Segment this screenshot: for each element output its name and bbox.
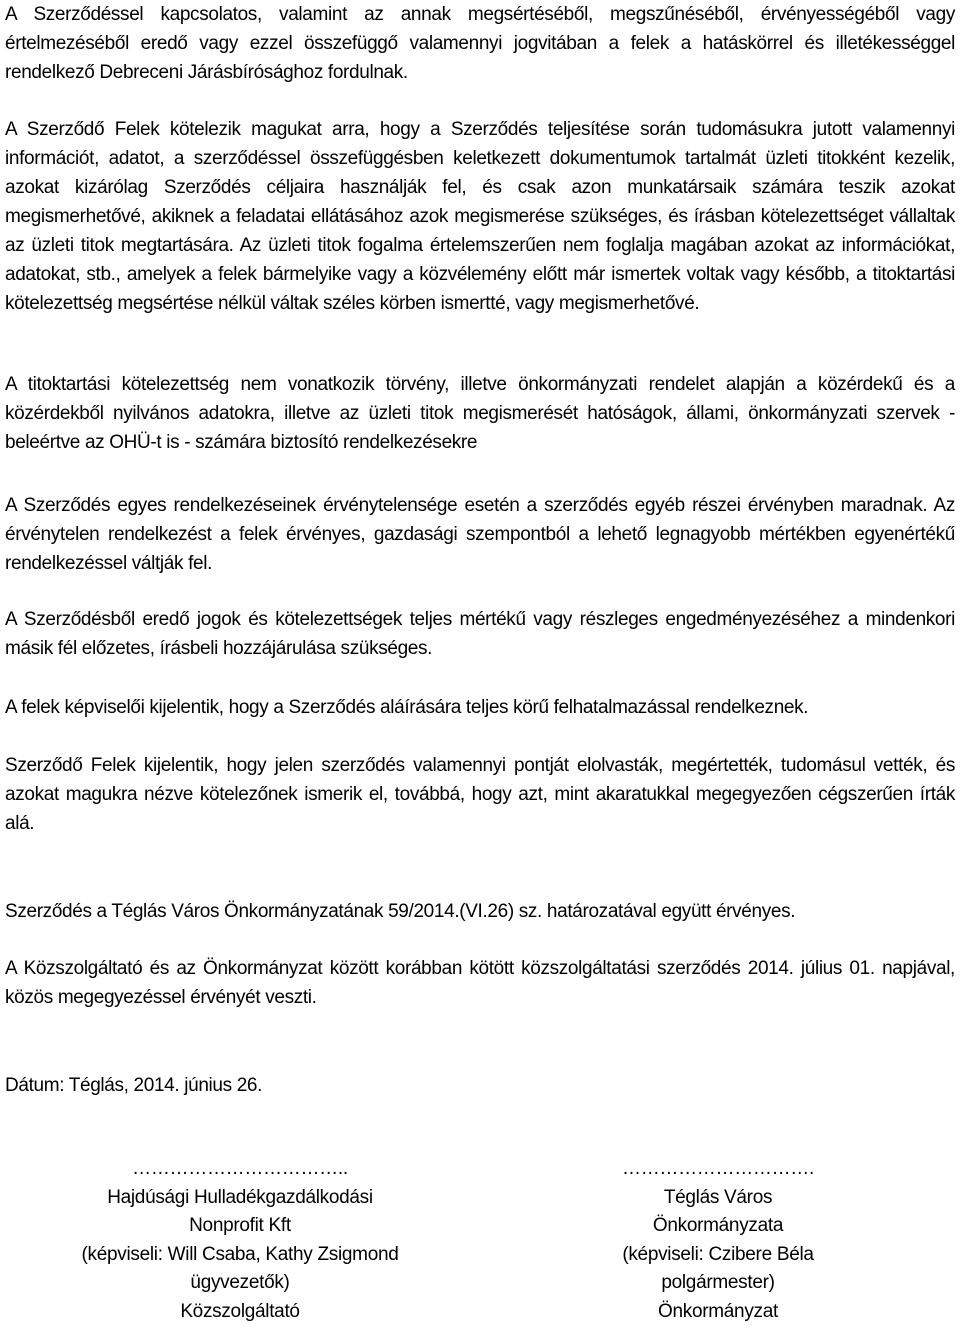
signatory-name-line-2: Önkormányzata	[652, 1215, 784, 1236]
signatory-representative: (képviseli: Will Csaba, Kathy Zsigmond	[81, 1243, 399, 1265]
signatory-role: Közszolgáltató	[180, 1300, 300, 1322]
signatory-representative: (képviseli: Czibere Béla	[622, 1243, 814, 1265]
signatory-name-line-1: Téglás Város	[663, 1186, 773, 1208]
paragraph-jurisdiction: A Szerződéssel kapcsolatos, valamint az annak megsértéséből, megszűnéséből, érvényességéből vagy értelmezéséből eredő vagy ezzel összefüggő valamennyi jogvitában a felek a hatáskörrel és illetékességgel rendelkező Debreceni Járásbírósághoz fordulnak.	[5, 4, 955, 83]
paragraph-termination: A Közszolgáltató és az Önkormányzat között korábban kötött közszolgáltatási szerződés 2014. július 01. napjával, közös megegyezéssel érvényét veszti.	[5, 958, 955, 1008]
date-line: Dátum: Téglás, 2014. június 26.	[5, 1075, 263, 1096]
signature-dots: ……………………………..	[132, 1158, 348, 1179]
signatory-name-line-2: Nonprofit Kft	[189, 1215, 291, 1236]
signature-dots: ………………………….	[622, 1158, 814, 1179]
paragraph-severability: A Szerződés egyes rendelkezéseinek érvénytelensége esetén a szerződés egyéb részei érvényben maradnak. Az érvénytelen rendelkezést a felek érvényes, gazdasági szempontból a lehető legnagyobb mértékben egyenértékű rendelkezéssel váltják fel.	[5, 495, 955, 574]
paragraph-assignment: A Szerződésből eredő jogok és kötelezettségek teljes mértékű vagy részleges engedményezéséhez a mindenkori másik fél előzetes, írásbeli hozzájárulása szükséges.	[5, 609, 955, 659]
signatory-role: Önkormányzat	[658, 1300, 778, 1322]
signatory-representative-title: ügyvezetők)	[190, 1272, 290, 1293]
signatory-representative-title: polgármester)	[661, 1272, 775, 1293]
signature-block-municipality	[533, 1155, 903, 1326]
paragraph-validity: Szerződés a Téglás Város Önkormányzatának 59/2014.(VI.26) sz. határozatával együtt érvényes.	[5, 901, 796, 922]
paragraph-confidentiality-exceptions: A titoktartási kötelezettség nem vonatkozik törvény, illetve önkormányzati rendelet alapján a közérdekű és a közérdekből nyilvános adatokra, illetve az üzleti titok megismerését hatóságok, állami, önkormányzati szervek - beleértve az OHÜ-t is - számára biztosító rendelkezésekre	[5, 374, 955, 453]
signatory-name-line-1: Hajdúsági Hulladékgazdálkodási	[107, 1186, 373, 1208]
paragraph-confidentiality: A Szerződő Felek kötelezik magukat arra, hogy a Szerződés teljesítése során tudomásukra jutott valamennyi információt, adatot, a szerződéssel összefüggésben keletkezett dokumentumok tartalmát üzleti titokként kezelik, azokat kizárólag Szerződés céljaira használják fel, és csak azon munkatársaik számára teszik azokat megismerhetővé, akiknek a feladatai ellátásához azok megismerése szükséges, és írásban kötelezettséget vállaltak az üzleti titok megtartására. Az üzleti titok fogalma értelemszerűen nem foglalja magában azokat az információkat, adatokat, stb., amelyek a felek bármelyike vagy a közvélemény előtt már ismertek voltak vagy később, a titoktartási kötelezettség megsértése nélkül váltak széles körben ismertté, vagy megismerhetővé.	[5, 119, 955, 314]
signature-block-service-provider	[55, 1155, 425, 1326]
paragraph-acknowledgement: Szerződő Felek kijelentik, hogy jelen szerződés valamennyi pontját elolvasták, megértették, tudomásul vették, és azokat magukra nézve kötelezőnek ismerik el, továbbá, hogy azt, mint akaratukkal megegyezően cégszerűen írták alá.	[5, 755, 955, 834]
paragraph-authorization: A felek képviselői kijelentik, hogy a Szerződés aláírására teljes körű felhatalmazással rendelkeznek.	[5, 697, 809, 718]
